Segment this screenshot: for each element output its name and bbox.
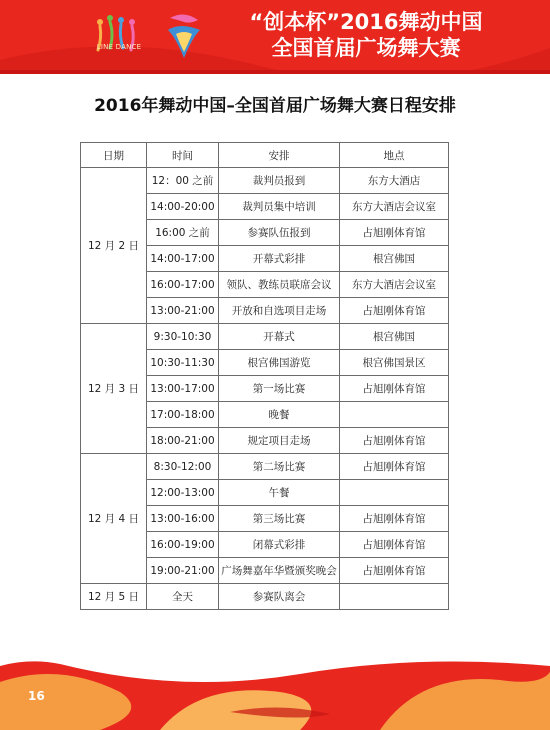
place-cell: 占旭刚体育馆 xyxy=(340,454,449,480)
place-cell: 东方大酒店会议室 xyxy=(340,194,449,220)
time-cell: 10:30-11:30 xyxy=(147,350,219,376)
time-cell: 14:00-17:00 xyxy=(147,246,219,272)
page-footer xyxy=(0,652,550,730)
item-cell: 午餐 xyxy=(219,480,340,506)
line-dance-logo xyxy=(88,12,150,62)
column-header-location: 地点 xyxy=(340,143,449,168)
item-cell: 广场舞嘉年华暨颁奖晚会 xyxy=(219,558,340,584)
dancing-china-logo xyxy=(160,8,208,66)
time-cell: 8:30-12:00 xyxy=(147,454,219,480)
place-cell: 占旭刚体育馆 xyxy=(340,298,449,324)
table-row xyxy=(81,584,449,610)
time-cell: 18:00-21:00 xyxy=(147,428,219,454)
date-cell: 12 月 2 日 xyxy=(81,168,147,324)
date-cell: 12 月 5 日 xyxy=(81,584,147,610)
place-cell: 占旭刚体育馆 xyxy=(340,532,449,558)
table-row xyxy=(81,168,449,194)
item-cell: 参赛队伍报到 xyxy=(219,220,340,246)
time-cell: 16:00-19:00 xyxy=(147,532,219,558)
item-cell: 第一场比赛 xyxy=(219,376,340,402)
table-row xyxy=(81,454,449,480)
time-cell: 16:00 之前 xyxy=(147,220,219,246)
logo-caption: LINE DANCE xyxy=(96,43,142,51)
place-cell xyxy=(340,480,449,506)
place-cell: 根宫佛国 xyxy=(340,324,449,350)
place-cell: 占旭刚体育馆 xyxy=(340,506,449,532)
schedule-table xyxy=(80,142,449,610)
header-title: “创本杯”2016舞动中国 xyxy=(249,10,483,34)
column-header-arrangement: 安排 xyxy=(219,143,340,168)
time-cell: 9:30-10:30 xyxy=(147,324,219,350)
time-cell: 12:00-13:00 xyxy=(147,480,219,506)
time-cell: 14:00-20:00 xyxy=(147,194,219,220)
item-cell: 晚餐 xyxy=(219,402,340,428)
date-cell: 12 月 3 日 xyxy=(81,324,147,454)
place-cell: 东方大酒店 xyxy=(340,168,449,194)
item-cell: 第三场比赛 xyxy=(219,506,340,532)
item-cell: 参赛队离会 xyxy=(219,584,340,610)
time-cell: 16:00-17:00 xyxy=(147,272,219,298)
time-cell: 13:00-17:00 xyxy=(147,376,219,402)
date-cell: 12 月 4 日 xyxy=(81,454,147,584)
page-title: 2016年舞动中国–全国首届广场舞大赛日程安排 xyxy=(94,96,456,116)
place-cell: 占旭刚体育馆 xyxy=(340,428,449,454)
item-cell: 裁判员集中培训 xyxy=(219,194,340,220)
place-cell: 根宫佛国 xyxy=(340,246,449,272)
time-cell: 13:00-16:00 xyxy=(147,506,219,532)
item-cell: 领队、教练员联席会议 xyxy=(219,272,340,298)
place-cell: 占旭刚体育馆 xyxy=(340,558,449,584)
table-header-row xyxy=(81,143,449,168)
place-cell xyxy=(340,584,449,610)
item-cell: 开放和自选项目走场 xyxy=(219,298,340,324)
place-cell xyxy=(340,402,449,428)
place-cell: 东方大酒店会议室 xyxy=(340,272,449,298)
item-cell: 根宫佛国游览 xyxy=(219,350,340,376)
item-cell: 第二场比赛 xyxy=(219,454,340,480)
item-cell: 开幕式 xyxy=(219,324,340,350)
column-header-time: 时间 xyxy=(147,143,219,168)
place-cell: 占旭刚体育馆 xyxy=(340,220,449,246)
item-cell: 闭幕式彩排 xyxy=(219,532,340,558)
time-cell: 全天 xyxy=(147,584,219,610)
time-cell: 19:00-21:00 xyxy=(147,558,219,584)
item-cell: 规定项目走场 xyxy=(219,428,340,454)
column-header-date: 日期 xyxy=(81,143,147,168)
item-cell: 裁判员报到 xyxy=(219,168,340,194)
time-cell: 17:00-18:00 xyxy=(147,402,219,428)
place-cell: 根宫佛国景区 xyxy=(340,350,449,376)
item-cell: 开幕式彩排 xyxy=(219,246,340,272)
table-row xyxy=(81,324,449,350)
time-cell: 12：00 之前 xyxy=(147,168,219,194)
header-subtitle: 全国首届广场舞大赛 xyxy=(271,36,461,60)
place-cell: 占旭刚体育馆 xyxy=(340,376,449,402)
time-cell: 13:00-21:00 xyxy=(147,298,219,324)
page-number: 16 xyxy=(28,689,45,703)
footer-decoration xyxy=(0,652,550,730)
header-stripe xyxy=(0,70,550,74)
